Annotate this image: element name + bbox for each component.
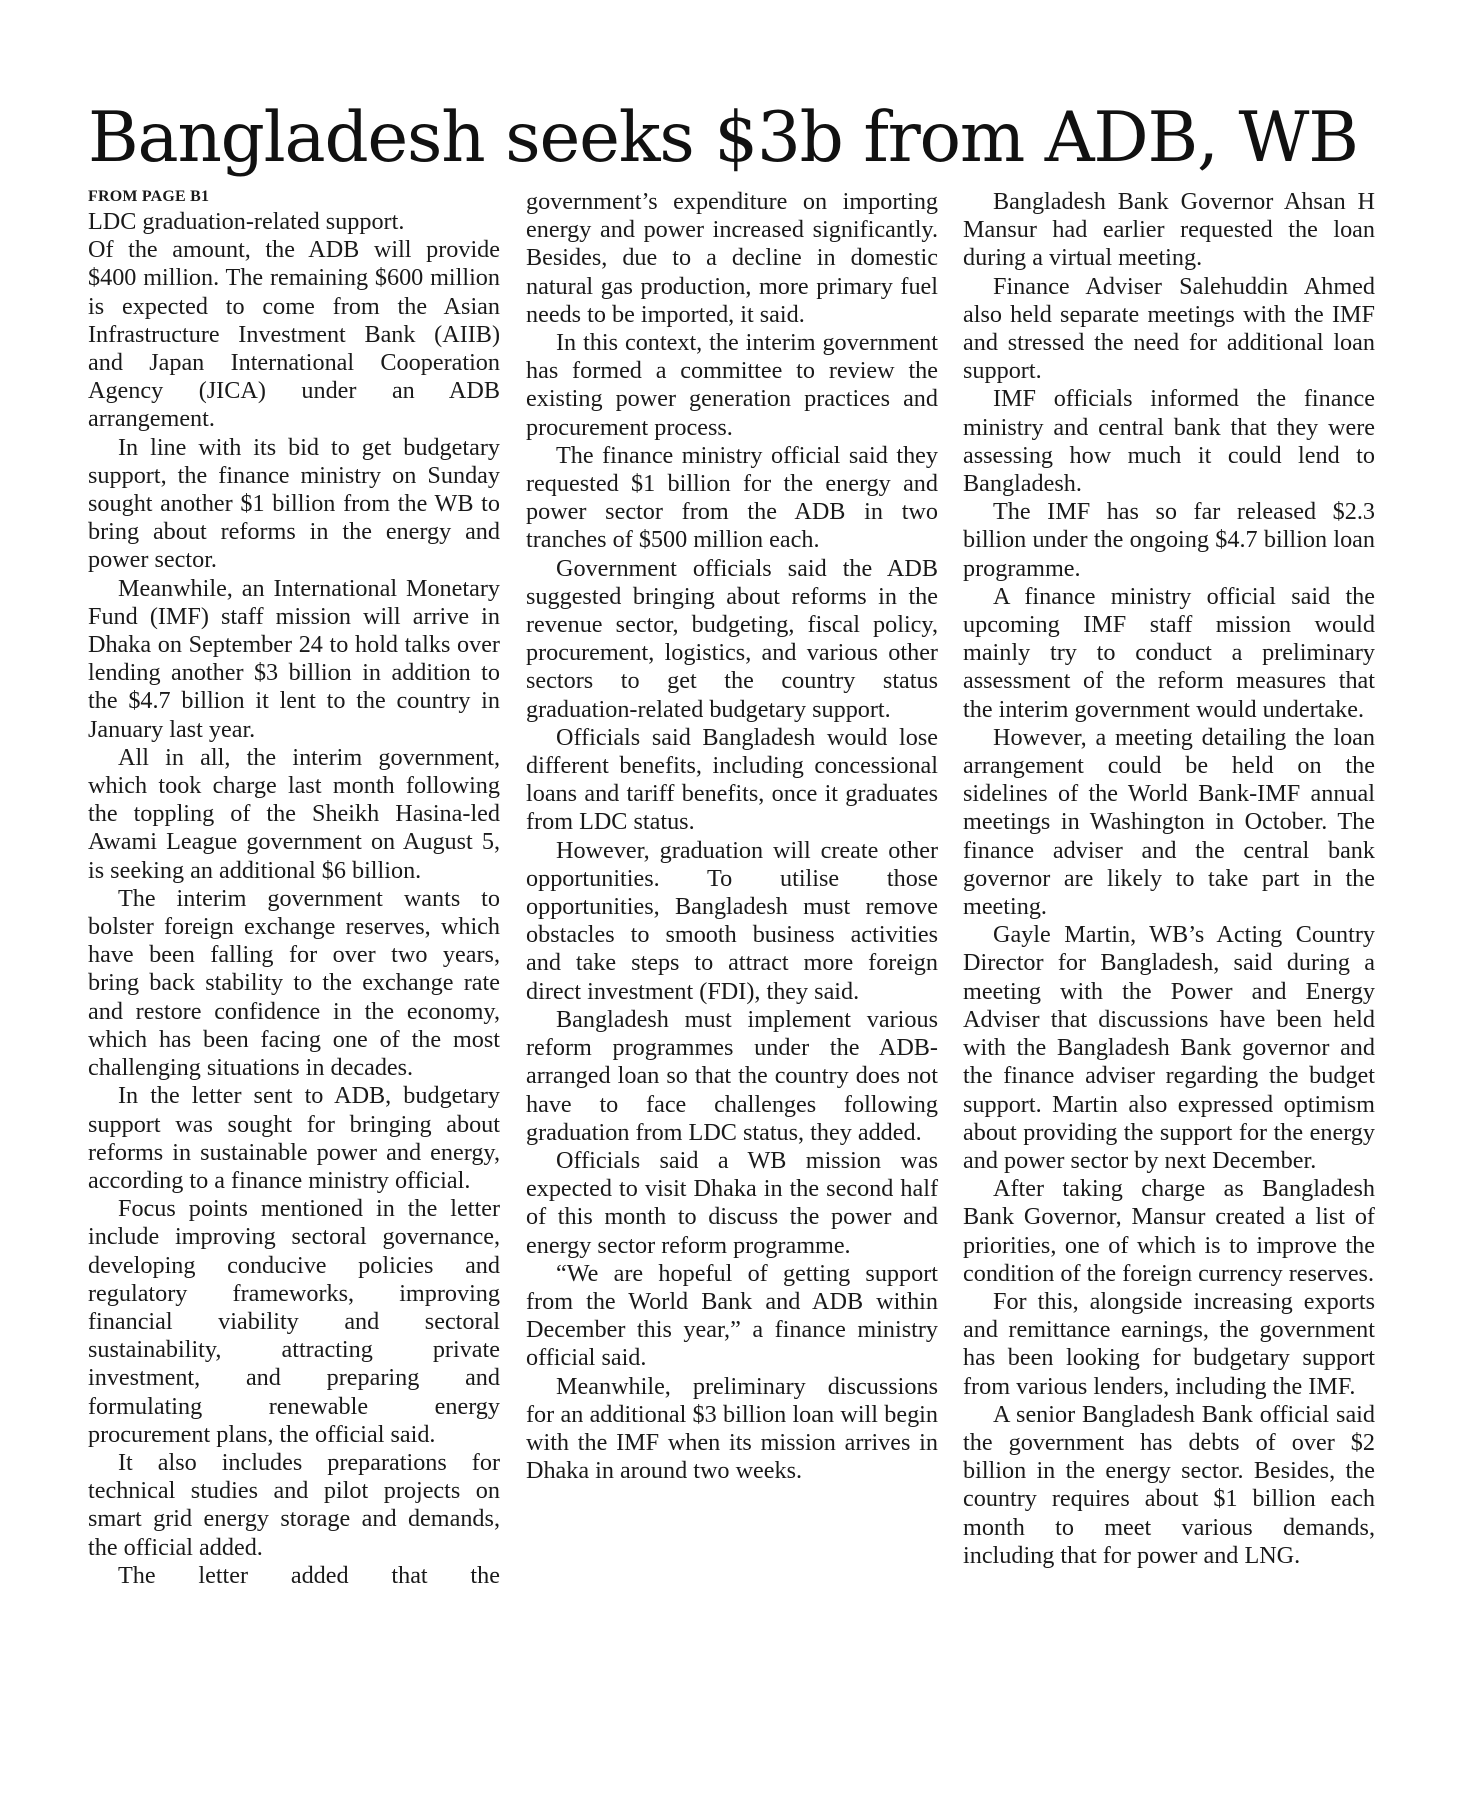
paragraph: Meanwhile, an International Monetary Fund (IMF) staff mission will arrive in Dhaka on September 24 to hold talks over lending another $3 billion in addition to the $4.7 billion it lent to the country in January last year. bbox=[88, 574, 500, 743]
paragraph: IMF officials informed the finance ministry and central bank that they were assessing how much it could lend to Bangladesh. bbox=[963, 385, 1375, 498]
paragraph: government’s expenditure on importing energy and power increased significantly. Besides, due to a decline in domestic natural gas production, more primary fuel needs to be imported, it said. bbox=[526, 188, 938, 328]
paragraph: Finance Adviser Salehuddin Ahmed also held separate meetings with the IMF and stressed the need for additional loan support. bbox=[963, 272, 1375, 385]
paragraph: A finance ministry official said the upcoming IMF staff mission would mainly try to conduct a preliminary assessment of the reform measures that the interim government would undertake. bbox=[963, 582, 1375, 723]
paragraph: LDC graduation-related support. bbox=[88, 208, 405, 235]
paragraph: A senior Bangladesh Bank official said the government has debts of over $2 billion in the energy sector. Besides, the country requires about $1 billion each month to meet various demands, including that for power and LNG. bbox=[963, 1400, 1375, 1569]
paragraph: “We are hopeful of getting support from the World Bank and ADB within December this year,” a finance ministry official said. bbox=[526, 1259, 938, 1372]
article-column-2 bbox=[526, 188, 938, 1485]
paragraph: The finance ministry official said they requested $1 billion for the energy and power sector from the ADB in two tranches of $500 million each. bbox=[526, 441, 938, 554]
paragraph: The interim government wants to bolster foreign exchange reserves, which have been falling for over two years, bring back stability to the exchange rate and restore confidence in the economy, which has been facing one of the most challenging situations in decades. bbox=[88, 884, 500, 1082]
paragraph: Government officials said the ADB suggested bringing about reforms in the revenue sector, budgeting, fiscal policy, procurement, logistics, and various other sectors to get the country status graduation-related budgetary support. bbox=[526, 554, 938, 723]
paragraph: In line with its bid to get budgetary support, the finance ministry on Sunday sought another $1 billion from the WB to bring about reforms in the energy and power sector. bbox=[88, 433, 500, 574]
headline: Bangladesh seeks $3b from ADB, WB bbox=[88, 98, 1358, 178]
paragraph: After taking charge as Bangladesh Bank Governor, Mansur created a list of priorities, one of which is to improve the condition of the foreign currency reserves. bbox=[963, 1175, 1375, 1287]
jump-line: FROM PAGE B1 bbox=[88, 188, 210, 205]
paragraph: The IMF has so far released $2.3 billion under the ongoing $4.7 billion loan programme. bbox=[963, 498, 1375, 582]
paragraph: Meanwhile, preliminary discussions for an additional $3 billion loan will begin with the IMF when its mission arrives in Dhaka in around two weeks. bbox=[526, 1372, 938, 1485]
paragraph: Bangladesh must implement various reform programmes under the ADB-arranged loan so that the country does not have to face challenges following graduation from LDC status, they added. bbox=[526, 1005, 938, 1146]
paragraph: In this context, the interim government has formed a committee to review the existing power generation practices and procurement process. bbox=[526, 329, 938, 441]
paragraph: For this, alongside increasing exports and remittance earnings, the government has been looking for budgetary support from various lenders, including the IMF. bbox=[963, 1287, 1375, 1400]
paragraph: Of the amount, the ADB will provide $400 million. The remaining $600 million is expected to come from the Asian Infrastructure Investment Bank (AIIB) and Japan International Cooperation Agency (JICA) under an ADB arrangement. bbox=[88, 236, 500, 433]
article-column-1 bbox=[88, 188, 500, 1590]
paragraph: Officials said Bangladesh would lose different benefits, including concessional loans and tariff benefits, once it graduates from LDC status. bbox=[526, 723, 938, 836]
paragraph: All in all, the interim government, which took charge last month following the toppling of the Sheikh Hasina-led Awami League government on August 5, is seeking an additional $6 billion. bbox=[88, 743, 500, 884]
paragraph: The letter added that the bbox=[118, 1561, 500, 1589]
paragraph: However, graduation will create other opportunities. To utilise those opportunities, Bangladesh must remove obstacles to smooth business activities and take steps to attract more foreign direct investment (FDI), they said. bbox=[526, 836, 938, 1005]
paragraph: Bangladesh Bank Governor Ahsan H Mansur had earlier requested the loan during a virtual meeting. bbox=[963, 188, 1375, 272]
paragraph: Officials said a WB mission was expected to visit Dhaka in the second half of this month to discuss the power and energy sector reform programme. bbox=[526, 1146, 938, 1259]
article-column-3 bbox=[963, 188, 1375, 1570]
paragraph: Gayle Martin, WB’s Acting Country Director for Bangladesh, said during a meeting with the Power and Energy Adviser that discussions have been held with the Bangladesh Bank governor and the finance adviser regarding the budget support. Martin also expressed optimism about providing the support for the energy and power sector by next December. bbox=[963, 921, 1375, 1174]
paragraph: It also includes preparations for technical studies and pilot projects on smart grid energy storage and demands, the official added. bbox=[88, 1448, 500, 1561]
paragraph: Focus points mentioned in the letter include improving sectoral governance, developing conducive policies and regulatory frameworks, improving financial viability and sectoral sustainability, attracting private investment, and preparing and formulating renewable energy procurement plans, the official said. bbox=[88, 1195, 500, 1448]
paragraph: However, a meeting detailing the loan arrangement could be held on the sidelines of the World Bank-IMF annual meetings in Washington in October. The finance adviser and the central bank governor are likely to take part in the meeting. bbox=[963, 723, 1375, 921]
paragraph: In the letter sent to ADB, budgetary support was sought for bringing about reforms in sustainable power and energy, according to a finance ministry official. bbox=[88, 1082, 500, 1194]
